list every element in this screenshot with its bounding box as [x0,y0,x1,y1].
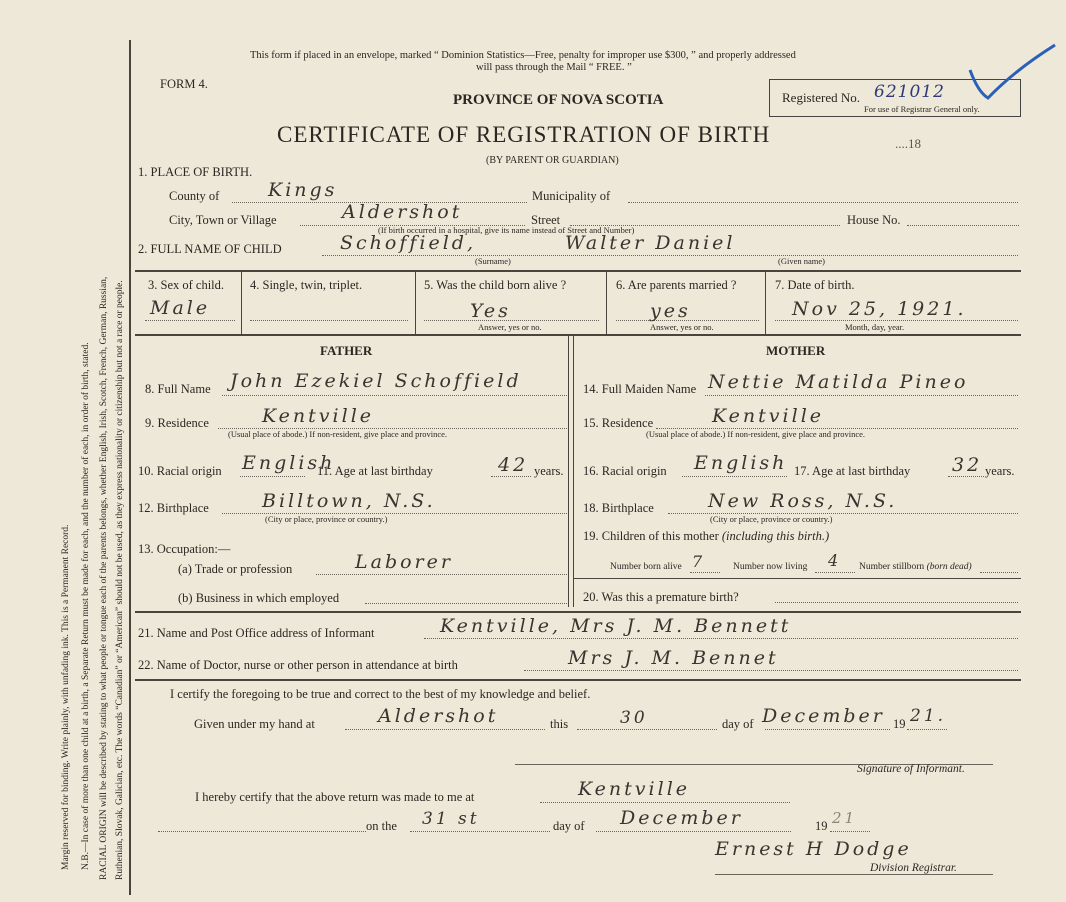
father-heading: FATHER [320,343,373,358]
sex-line [145,320,235,321]
blue-check-mark [960,40,1060,105]
hospital-note: (If birth occurred in a hospital, give its name instead of Street and Number) [378,225,635,235]
father-years: years. [534,464,564,478]
mother-heading: MOTHER [766,343,826,358]
margin-note-binding: Margin reserved for binding. Write plainly, with unfading ink. This is a Permanent Record. [61,524,71,870]
rule-mother-20 [573,578,1021,579]
father-residence-label: 9. Residence [145,416,209,430]
children-label: 19. Children of this mother (including this birth.) [583,529,830,543]
child-surname: Schoffield, [340,232,476,254]
living-value: 4 [828,551,842,570]
mother-residence: Kentville [712,405,825,427]
mother-birthplace-label: 18. Birthplace [583,501,654,515]
certify-year-line [907,729,947,730]
father-race-line [240,476,305,477]
margin-rule [129,40,131,895]
registrar-year: 21 [832,809,858,827]
father-age-line [491,476,531,477]
parents-divider-b [573,334,574,607]
father-name-label: 8. Full Name [145,382,211,396]
born-alive-value: 7 [692,552,706,571]
informant-label: 21. Name and Post Office address of Informant [138,626,375,640]
father-age: 42 [498,454,529,476]
dob-label: 7. Date of birth. [775,278,855,292]
registrar-place-line [540,802,790,803]
form-number: FORM 4. [160,77,208,91]
registrar-place: Kentville [578,778,691,800]
father-residence: Kentville [262,405,375,427]
registrar-signature: Ernest H Dodge [715,838,912,860]
mother-race: English [694,452,788,474]
divider-5-6 [606,270,607,334]
registrar-day-line [410,831,550,832]
sex-label: 3. Sex of child. [148,278,225,292]
certify-month: December [762,705,885,727]
certificate-title: CERTIFICATE OF REGISTRATION OF BIRTH [277,122,771,147]
living-line [815,572,855,573]
trade-value: Laborer [355,551,453,573]
city-label: City, Town or Village [169,213,277,227]
year-suffix: ....18 [895,136,921,151]
dob-line [775,320,1018,321]
mother-name: Nettie Matilda Pineo [708,371,969,393]
surname-caption: (Surname) [475,256,511,266]
mother-age-line [948,476,984,477]
registrar-day-of-label: day of [553,819,585,833]
municipality-label: Municipality of [532,189,611,203]
envelope-note-1: This form if placed in an envelope, marked “ Dominion Statistics—Free, penalty for improper use $300, ” and properly addressed [250,50,796,61]
margin-note-racial-origin-2: Ruthenian, Slovak, Galician, etc. The words “Canadian” or “American” should not be used, as they express nationality or citizenship but not a race or people. [115,280,125,880]
certify-month-line [765,729,890,730]
mother-age: 32 [952,454,983,476]
registrar-day: 31 st [422,809,480,829]
given-caption: (Given name) [778,256,825,266]
rule-top-grid [135,270,1021,272]
rule-informant-top [135,611,1021,613]
divider-3-4 [241,270,242,334]
registrar-caption: Division Registrar. [870,862,957,874]
born-alive-label: Number born alive [610,562,682,572]
divider-6-7 [765,270,766,334]
alive-label: 5. Was the child born alive ? [424,278,567,292]
mother-age-label: 17. Age at last birthday [794,464,911,478]
father-age-label: 11. Age at last birthday [317,464,433,478]
married-value: yes [650,300,691,322]
certify-day-of-label: day of [722,717,754,731]
mother-race-line [682,476,787,477]
mother-name-line [705,395,1018,396]
rule-parents-top [135,334,1021,336]
divider-4-5 [415,270,416,334]
married-caption: Answer, yes or no. [650,322,714,332]
margin-note-nb: N.B.—In case of more than one child at a birth, a Separate Return must be made for each, and the number of each, in order of birth, stated. [81,342,91,870]
registered-label: Registered No. [782,90,860,105]
mother-name-label: 14. Full Maiden Name [583,382,697,396]
trade-label: (a) Trade or profession [178,562,293,576]
province: PROVINCE OF NOVA SCOTIA [453,92,664,108]
place-of-birth-label: 1. PLACE OF BIRTH. [138,165,253,179]
given-place-line [345,729,545,730]
rule-informant-bottom [135,679,1021,681]
father-name-line [222,395,567,396]
certify-year-prefix: 19 [893,717,906,731]
premature-label: 20. Was this a premature birth? [583,590,739,604]
doctor-label: 22. Name of Doctor, nurse or other person in attendance at birth [138,658,458,672]
sex-value: Male [150,297,211,319]
certify-day: 30 [620,708,648,728]
house-line [907,225,1019,226]
registrar-year-prefix: 19 [815,819,828,833]
alive-caption: Answer, yes or no. [478,322,542,332]
margin-note-racial-origin: RACIAL ORIGIN will be described by stating to what people or tongue each of the parents belongs, whether English, Irish, Scotch, French, German, Russian, [99,276,109,880]
alive-value: Yes [470,300,511,322]
father-birthplace: Billtown, N.S. [262,490,436,512]
county-label: County of [169,189,220,203]
father-birthplace-label: 12. Birthplace [138,501,209,515]
registrar-month-line [596,831,791,832]
dob-value: Nov 25, 1921. [792,298,967,320]
certify-day-line [577,729,717,730]
child-name-label: 2. FULL NAME OF CHILD [138,242,282,256]
twin-line [250,320,408,321]
dob-caption: Month, day, year. [845,322,905,332]
twin-label: 4. Single, twin, triplet. [250,278,363,292]
registrar-note: For use of Registrar General only. [864,104,980,114]
certificate-subtitle: (BY PARENT OR GUARDIAN) [486,155,619,166]
certify-statement: I certify the foregoing to be true and correct to the best of my knowledge and belief. [170,687,591,701]
mother-residence-caption: (Usual place of abode.) If non-resident, give place and province. [646,429,866,439]
registrar-statement: I hereby certify that the above return was made to me at [195,790,475,804]
child-given-name: Walter Daniel [565,232,736,254]
doctor-line [524,670,1018,671]
registered-number: 621012 [874,82,945,102]
parents-divider-a [568,334,569,607]
county-value: Kings [268,179,338,201]
business-line [365,603,567,604]
given-place: Aldershot [378,705,499,727]
mother-years: years. [985,464,1015,478]
envelope-note-2: will pass through the Mail “ FREE. ” [476,62,632,73]
living-label: Number now living [733,562,808,572]
trade-line [316,574,567,575]
father-race: English [242,452,336,474]
father-birthplace-caption: (City or place, province or country.) [265,514,388,524]
registrar-lead-line [158,831,366,832]
mother-birthplace-caption: (City or place, province or country.) [710,514,833,524]
born-alive-line [690,572,720,573]
father-residence-caption: (Usual place of abode.) If non-resident, give place and province. [228,429,448,439]
father-name: John Ezekiel Schoffield [230,370,522,392]
mother-birthplace: New Ross, N.S. [708,490,898,512]
street-label: Street [531,213,561,227]
business-label: (b) Business in which employed [178,591,340,605]
registrar-month: December [620,807,743,829]
stillborn-label: Number stillborn (born dead) [859,562,972,572]
informant-line [424,638,1018,639]
child-name-line [322,255,1018,256]
premature-line [775,602,1018,603]
alive-line [424,320,599,321]
married-label: 6. Are parents married ? [616,278,737,292]
registrar-on-label: on the [366,819,397,833]
given-under-label: Given under my hand at [194,717,315,731]
stillborn-line [980,572,1018,573]
house-label: House No. [847,213,901,227]
this-label: this [550,717,569,731]
occupation-label: 13. Occupation:— [138,542,231,556]
city-value: Aldershot [342,201,463,223]
registrar-year-line [830,831,870,832]
informant-signature-caption: Signature of Informant. [857,763,965,775]
informant-value: Kentville, Mrs J. M. Bennett [440,615,792,637]
doctor-value: Mrs J. M. Bennet [568,647,779,669]
father-race-label: 10. Racial origin [138,464,222,478]
mother-race-label: 16. Racial origin [583,464,667,478]
municipality-line [628,202,1018,203]
certify-year: 21. [910,706,947,726]
mother-residence-label: 15. Residence [583,416,654,430]
